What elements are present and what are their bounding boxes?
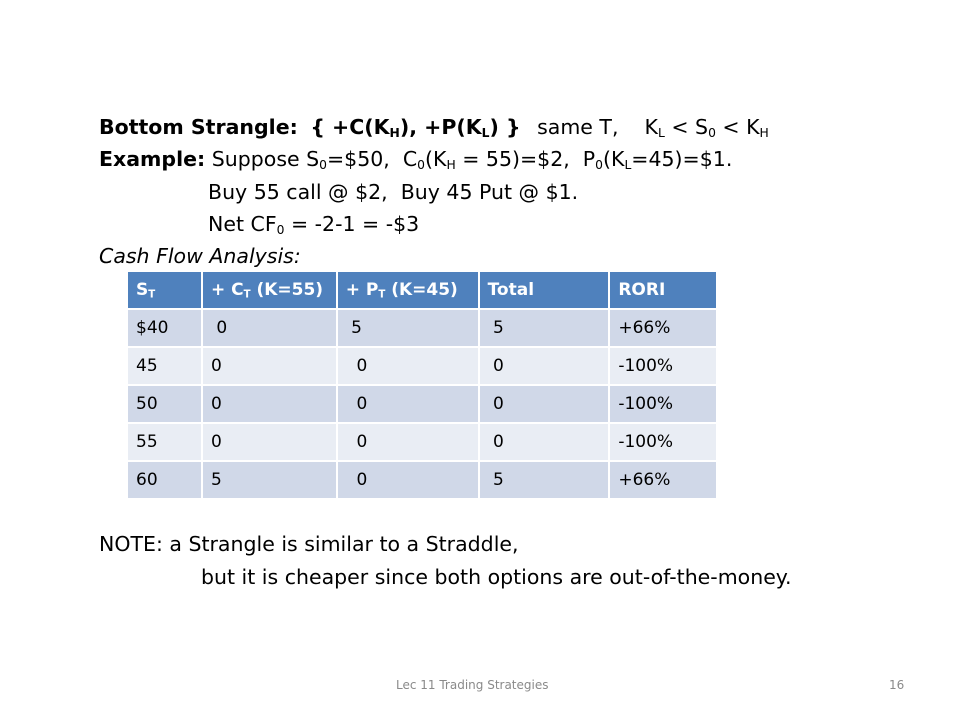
cell-rori: +66% [609,461,717,499]
table-row [128,309,717,347]
strangle-title: Bottom Strangle: [99,115,298,139]
cash-flow-table [128,272,718,500]
cell-st: 55 [128,423,202,461]
table-row [128,461,717,499]
table-row [128,423,717,461]
header-put: + $P_T$ (K=45) [337,272,479,309]
cell-call: 5 [202,461,337,499]
cell-put: 0 [337,461,479,499]
header-call: + $C_T$ (K=55) [202,272,337,309]
header-st: $S_T$ [128,272,202,309]
cell-call: 0 [202,347,337,385]
cell-put: 5 [337,309,479,347]
table-row [128,385,717,423]
cell-call: 0 [202,385,337,423]
cell-st: $40 [128,309,202,347]
strangle-formula: { $+C(K_H)$, $+P(K_L)$ } [310,115,521,141]
cell-st: 45 [128,347,202,385]
cell-total: 5 [479,461,610,499]
cell-put: 0 [337,385,479,423]
cash-flow-analysis-heading: Cash Flow Analysis: [99,244,301,268]
cell-rori: -100% [609,347,717,385]
cell-rori: -100% [609,423,717,461]
cell-total: 5 [479,309,610,347]
footer-title: Lec 11 Trading Strategies [396,678,549,692]
note-line-1: NOTE: a Strangle is similar to a Straddle, [99,532,519,556]
cell-st: 60 [128,461,202,499]
table-header-row [128,272,717,309]
buy-options-line: Buy 55 call @ $2, Buy 45 Put @ $1. [208,180,579,204]
header-total: Total [479,272,610,309]
cell-call: 0 [202,423,337,461]
cell-st: 50 [128,385,202,423]
table-row [128,347,717,385]
cell-put: 0 [337,423,479,461]
cell-rori: +66% [609,309,717,347]
cell-put: 0 [337,347,479,385]
example-text: Suppose $S_0=\$50$, $C_0(K_H$ = 55)=$2, $P_0(K_L=45)=\$1$. [205,147,733,173]
net-cashflow-line: Net $CF_0 = -2-1$ = -$3 [208,212,420,238]
header-rori: RORI [609,272,717,309]
strangle-condition: same T, $K_L < S_0 < K_H$ [537,115,769,141]
example-label: Example: [99,147,206,171]
cell-rori: -100% [609,385,717,423]
page-number: 16 [889,678,905,692]
example-line [99,146,732,172]
cell-total: 0 [479,347,610,385]
note-line-2: but it is cheaper since both options are out-of-the-money. [201,565,792,589]
cell-total: 0 [479,385,610,423]
cell-total: 0 [479,423,610,461]
strangle-definition-line [99,114,769,140]
cell-call: 0 [202,309,337,347]
